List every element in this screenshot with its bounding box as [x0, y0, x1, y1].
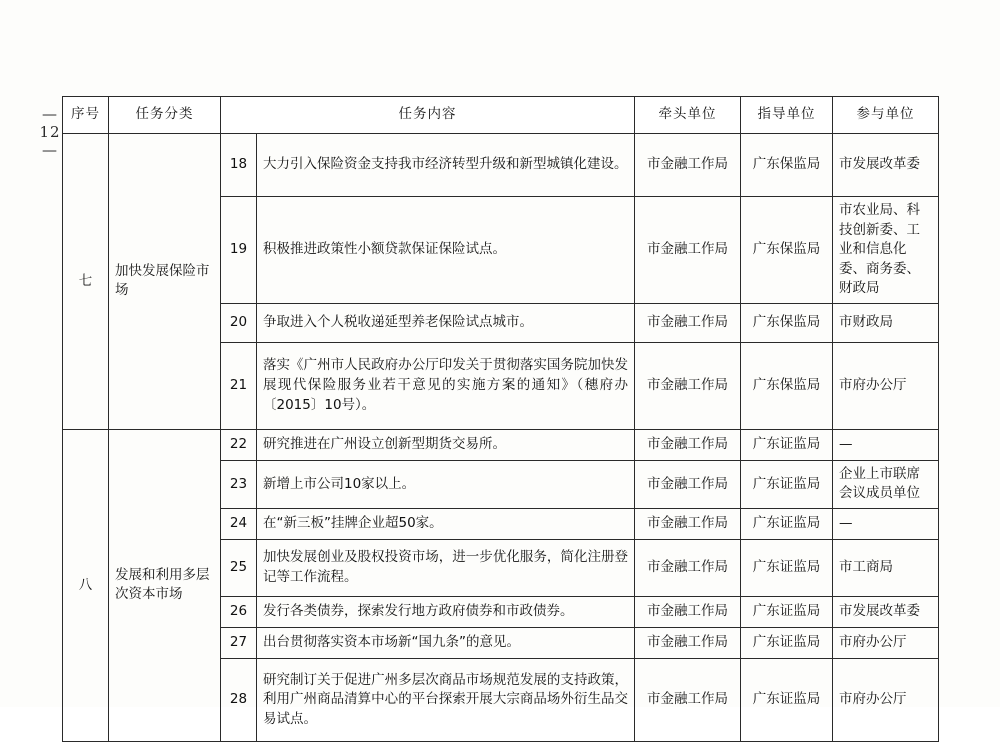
row-content: 在“新三板”挂牌企业超50家。	[257, 508, 635, 539]
row-number: 20	[221, 303, 257, 342]
row-content: 落实《广州市人民政府办公厅印发关于贯彻落实国务院加快发展现代保险服务业若干意见的实施方案的通知》（穗府办〔2015〕10号）。	[257, 342, 635, 429]
row-guide-unit: 广东证监局	[741, 627, 833, 658]
header-participant-unit: 参与单位	[833, 97, 939, 134]
row-guide-unit: 广东证监局	[741, 508, 833, 539]
row-number: 25	[221, 539, 257, 596]
row-content: 积极推进政策性小额贷款保证保险试点。	[257, 197, 635, 304]
row-participant-unit: 市发展改革委	[833, 134, 939, 197]
row-lead-unit: 市金融工作局	[635, 429, 741, 460]
row-lead-unit: 市金融工作局	[635, 508, 741, 539]
row-lead-unit: 市金融工作局	[635, 197, 741, 304]
row-guide-unit: 广东保监局	[741, 342, 833, 429]
row-participant-unit: 市财政局	[833, 303, 939, 342]
row-participant-unit: —	[833, 429, 939, 460]
row-number: 21	[221, 342, 257, 429]
row-participant-unit: 市府办公厅	[833, 342, 939, 429]
row-number: 28	[221, 658, 257, 741]
header-content: 任务内容	[221, 97, 635, 134]
row-guide-unit: 广东证监局	[741, 429, 833, 460]
row-content: 大力引入保险资金支持我市经济转型升级和新型城镇化建设。	[257, 134, 635, 197]
row-number: 24	[221, 508, 257, 539]
row-participant-unit: 企业上市联席会议成员单位	[833, 460, 939, 508]
row-content: 新增上市公司10家以上。	[257, 460, 635, 508]
page-number: — 12 —	[39, 105, 61, 159]
row-lead-unit: 市金融工作局	[635, 539, 741, 596]
row-guide-unit: 广东证监局	[741, 658, 833, 741]
row-lead-unit: 市金融工作局	[635, 460, 741, 508]
task-table	[62, 96, 939, 742]
row-content: 加快发展创业及股权投资市场，进一步优化服务，简化注册登记等工作流程。	[257, 539, 635, 596]
table-body	[63, 134, 939, 742]
row-lead-unit: 市金融工作局	[635, 342, 741, 429]
row-participant-unit: —	[833, 508, 939, 539]
header-guide-unit: 指导单位	[741, 97, 833, 134]
group-seq: 七	[63, 134, 109, 430]
header-seq: 序号	[63, 97, 109, 134]
row-participant-unit: 市农业局、科技创新委、工业和信息化委、商务委、财政局	[833, 197, 939, 304]
row-participant-unit: 市府办公厅	[833, 658, 939, 741]
row-number: 23	[221, 460, 257, 508]
row-number: 26	[221, 596, 257, 627]
row-lead-unit: 市金融工作局	[635, 596, 741, 627]
header-lead-unit: 牵头单位	[635, 97, 741, 134]
row-number: 27	[221, 627, 257, 658]
row-lead-unit: 市金融工作局	[635, 627, 741, 658]
table-row	[63, 134, 939, 197]
row-guide-unit: 广东保监局	[741, 134, 833, 197]
row-guide-unit: 广东保监局	[741, 303, 833, 342]
table-header-row	[63, 97, 939, 134]
row-participant-unit: 市工商局	[833, 539, 939, 596]
row-number: 22	[221, 429, 257, 460]
row-lead-unit: 市金融工作局	[635, 134, 741, 197]
row-lead-unit: 市金融工作局	[635, 658, 741, 741]
group-category: 发展和利用多层次资本市场	[109, 429, 221, 741]
row-number: 19	[221, 197, 257, 304]
row-content: 发行各类债券，探索发行地方政府债券和市政债券。	[257, 596, 635, 627]
row-content: 争取进入个人税收递延型养老保险试点城市。	[257, 303, 635, 342]
row-guide-unit: 广东保监局	[741, 197, 833, 304]
group-category: 加快发展保险市场	[109, 134, 221, 430]
row-guide-unit: 广东证监局	[741, 539, 833, 596]
row-participant-unit: 市府办公厅	[833, 627, 939, 658]
group-seq: 八	[63, 429, 109, 741]
row-number: 18	[221, 134, 257, 197]
row-content: 研究制订关于促进广州多层次商品市场规范发展的支持政策，利用广州商品清算中心的平台探索开展大宗商品场外衍生品交易试点。	[257, 658, 635, 741]
row-content: 出台贯彻落实资本市场新“国九条”的意见。	[257, 627, 635, 658]
row-participant-unit: 市发展改革委	[833, 596, 939, 627]
row-guide-unit: 广东证监局	[741, 460, 833, 508]
header-category: 任务分类	[109, 97, 221, 134]
row-content: 研究推进在广州设立创新型期货交易所。	[257, 429, 635, 460]
table-row	[63, 429, 939, 460]
row-lead-unit: 市金融工作局	[635, 303, 741, 342]
row-guide-unit: 广东证监局	[741, 596, 833, 627]
